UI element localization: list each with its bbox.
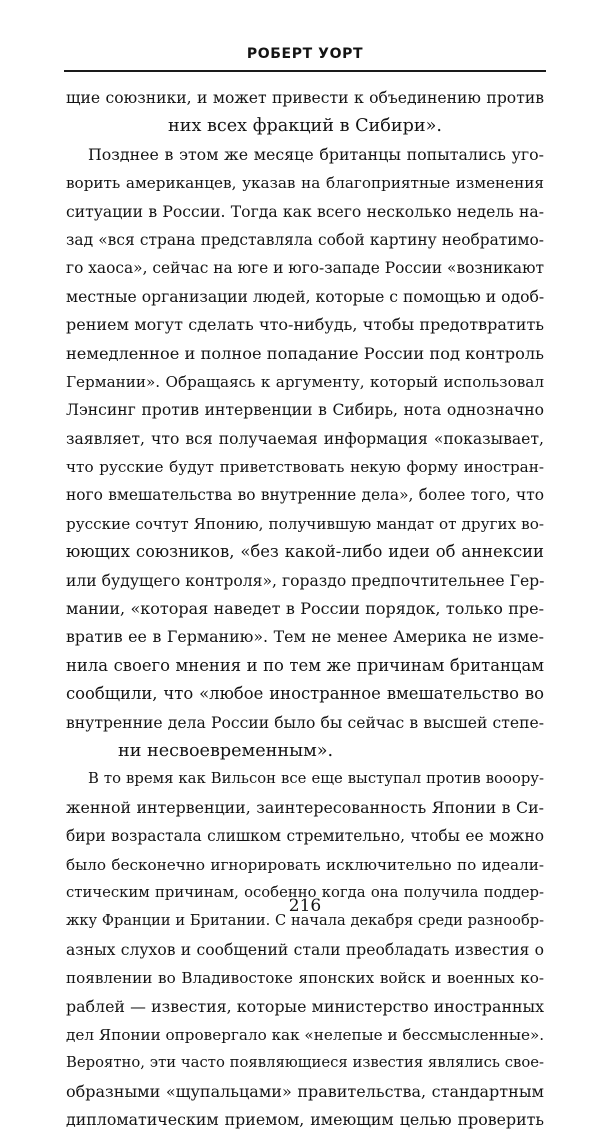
- text-line: или будущего контроля», гораздо предпочтительнее Гер-: [66, 571, 544, 590]
- text-line: ни несвоевременным».: [118, 740, 334, 761]
- text-line: заявляет, что вся получаемая информация «показывает,: [66, 429, 544, 448]
- text-line: образными «щупальцами» правительства, стандартным: [66, 1081, 544, 1101]
- text-line: внутренние дела России было бы сейчас в высшей степе-: [66, 713, 544, 732]
- text-line: местные организации людей, которые с помощью и одоб-: [66, 287, 544, 306]
- text-line: Вероятно, эти часто появляющиеся известия являлись свое-: [66, 1054, 544, 1072]
- text-line: ворить американцев, указав на благоприятные изменения: [66, 174, 544, 193]
- text-line: дипломатическим приемом, имеющим целью проверить: [66, 1110, 544, 1130]
- text-line: раблей — известия, которые министерство иностранных: [66, 996, 544, 1016]
- text-line: жку Франции и Британии. С начала декабря среди разнообр-: [66, 912, 544, 930]
- text-line: рением могут сделать что-нибудь, чтобы предотвратить: [66, 315, 544, 335]
- text-line: Германии». Обращаясь к аргументу, который использовал: [66, 372, 544, 391]
- text-line: щие союзники, и может привести к объединению против: [66, 89, 544, 107]
- running-head: РОБЕРТ УОРТ: [246, 46, 364, 62]
- text-line: мании, «которая наведет в России порядок, только пре-: [66, 599, 544, 619]
- page-number: 216: [288, 896, 322, 916]
- text-line: Лэнсинг против интервенции в Сибирь, нота однозначно: [66, 401, 544, 420]
- text-line: азных слухов и сообщений стали преобладать известия о: [66, 940, 544, 959]
- text-line: женной интервенции, заинтересованность Японии в Си-: [66, 797, 544, 817]
- text-line: ного вмешательства во внутренние дела», более того, что: [66, 486, 544, 505]
- text-line: немедленное и полное попадание России под контроль: [66, 343, 544, 363]
- text-line: вратив ее в Германию». Тем не менее Америка не изме-: [66, 627, 544, 647]
- text-line: стическим причинам, особенно когда она получила поддер-: [66, 883, 544, 901]
- text-line: юющих союзников, «без какой-либо идеи об аннексии: [66, 542, 544, 562]
- text-line: го хаоса», сейчас на юге и юго-западе России «возникают: [66, 259, 544, 278]
- text-line: дел Японии опровергало как «нелепые и бессмысленные».: [66, 1025, 544, 1044]
- header-rule: [64, 70, 546, 72]
- body-text: [66, 84, 544, 1134]
- text-line: было бесконечно игнорировать исключительно по идеали-: [66, 855, 544, 874]
- text-line: что русские будут приветствовать некую форму иностран-: [66, 458, 544, 477]
- text-line: них всех фракций в Сибири».: [168, 116, 442, 137]
- text-line: ситуации в России. Тогда как всего несколько недель на-: [66, 202, 544, 221]
- text-line: появлении во Владивостоке японских войск и военных ко-: [66, 969, 544, 988]
- text-line: сообщили, что «любое иностранное вмешательство во: [66, 684, 544, 704]
- text-line: бири возрастала слишком стремительно, чтобы ее можно: [66, 827, 544, 846]
- text-line: Позднее в этом же месяце британцы попытались уго-: [88, 144, 544, 164]
- text-line: русские сочтут Японию, получившую мандат от других во-: [66, 514, 544, 533]
- text-line: нила своего мнения и по тем же причинам британцам: [66, 655, 544, 675]
- text-line: В то время как Вильсон все еще выступал против вооору-: [88, 770, 544, 788]
- text-line: зад «вся страна представляла собой картину необратимо-: [66, 230, 544, 249]
